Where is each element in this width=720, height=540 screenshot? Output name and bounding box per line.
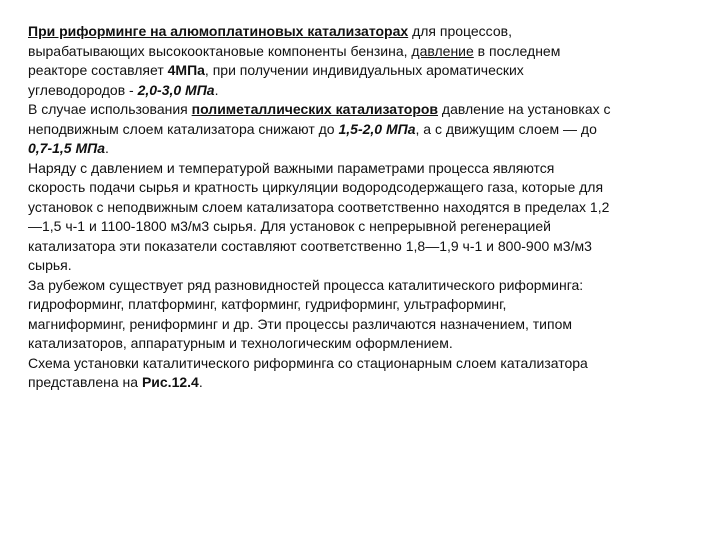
text-run: для процессов,	[408, 23, 512, 39]
text-run: 4МПа	[167, 62, 205, 78]
text-line	[28, 61, 702, 81]
text-run: магниформинг, рениформинг и др. Эти процессы различаются назначением, типом	[28, 315, 572, 332]
text-run: углеводородов -	[28, 81, 138, 98]
text-run: представлена на	[28, 374, 142, 390]
text-run: .	[198, 374, 203, 390]
text-line	[28, 295, 702, 315]
paragraph	[28, 276, 702, 354]
text-run: , при получении индивидуальных ароматических	[204, 62, 524, 78]
paragraph	[28, 100, 702, 159]
text-line	[28, 276, 702, 296]
paragraph	[28, 354, 702, 393]
text-line	[28, 315, 702, 335]
text-run: полиметаллических катализаторов	[191, 101, 439, 117]
paragraph	[28, 22, 702, 100]
text-run: .	[214, 81, 219, 98]
text-run: Рис.12.4	[141, 374, 199, 390]
text-run: в последнем	[473, 42, 561, 59]
text-run: гидроформинг, платформинг, катформинг, гудриформинг, ультраформинг,	[28, 296, 507, 312]
text-run: реакторе составляет	[28, 62, 168, 78]
text-line	[28, 354, 702, 374]
text-run: Схема установки каталитического риформинга со стационарным слоем катализатора	[28, 354, 588, 371]
text-run: сырья.	[28, 257, 72, 273]
text-line	[28, 139, 702, 159]
text-run: , а с движущим слоем — до	[415, 120, 597, 137]
text-run: скорость подачи сырья и кратность циркуляции водородсодержащего газа, которые для	[28, 179, 604, 195]
text-run: установок с неподвижным слоем катализатора соответственно находятся в пределах 1,2	[28, 198, 610, 215]
text-run: давление	[411, 42, 474, 59]
text-run: вырабатывающих высокооктановые компоненты бензина,	[28, 42, 412, 59]
text-run: 1,5-2,0 МПа	[338, 120, 416, 137]
text-run: .	[105, 140, 109, 156]
text-line	[28, 22, 702, 42]
text-run: Наряду с давлением и температурой важными параметрами процесса являются	[28, 159, 555, 176]
text-line	[28, 256, 702, 276]
text-run: 2,0-3,0 МПа	[137, 81, 215, 98]
text-run: катализаторов, аппаратурным и технологическим оформлением.	[28, 335, 453, 351]
text-run: При риформинге на алюмоплатиновых катализаторах	[28, 23, 409, 39]
text-run: 0,7-1,5 МПа	[28, 140, 105, 156]
text-run: В случае использования	[28, 101, 192, 117]
text-run: —1,5 ч-1 и 1100-1800 м3/м3 сырья. Для установок с непрерывной регенерацией	[28, 218, 551, 234]
text-line	[28, 373, 702, 393]
text-run: давление на установках с	[438, 101, 611, 117]
text-run: За рубежом существует ряд разновидностей процесса каталитического риформинга:	[28, 276, 584, 293]
text-line	[28, 198, 702, 218]
text-line	[28, 334, 702, 354]
text-run: катализатора эти показатели составляют соответственно 1,8—1,9 ч-1 и 800-900 м3/м3	[28, 237, 592, 254]
text-line	[28, 100, 702, 120]
text-line	[28, 42, 702, 62]
paragraph	[28, 159, 702, 276]
text-line	[28, 217, 702, 237]
text-line	[28, 178, 702, 198]
text-line	[28, 159, 702, 179]
text-run: неподвижным слоем катализатора снижают до	[28, 120, 339, 137]
text-line	[28, 120, 702, 140]
text-line	[28, 81, 702, 101]
text-line	[28, 237, 702, 257]
